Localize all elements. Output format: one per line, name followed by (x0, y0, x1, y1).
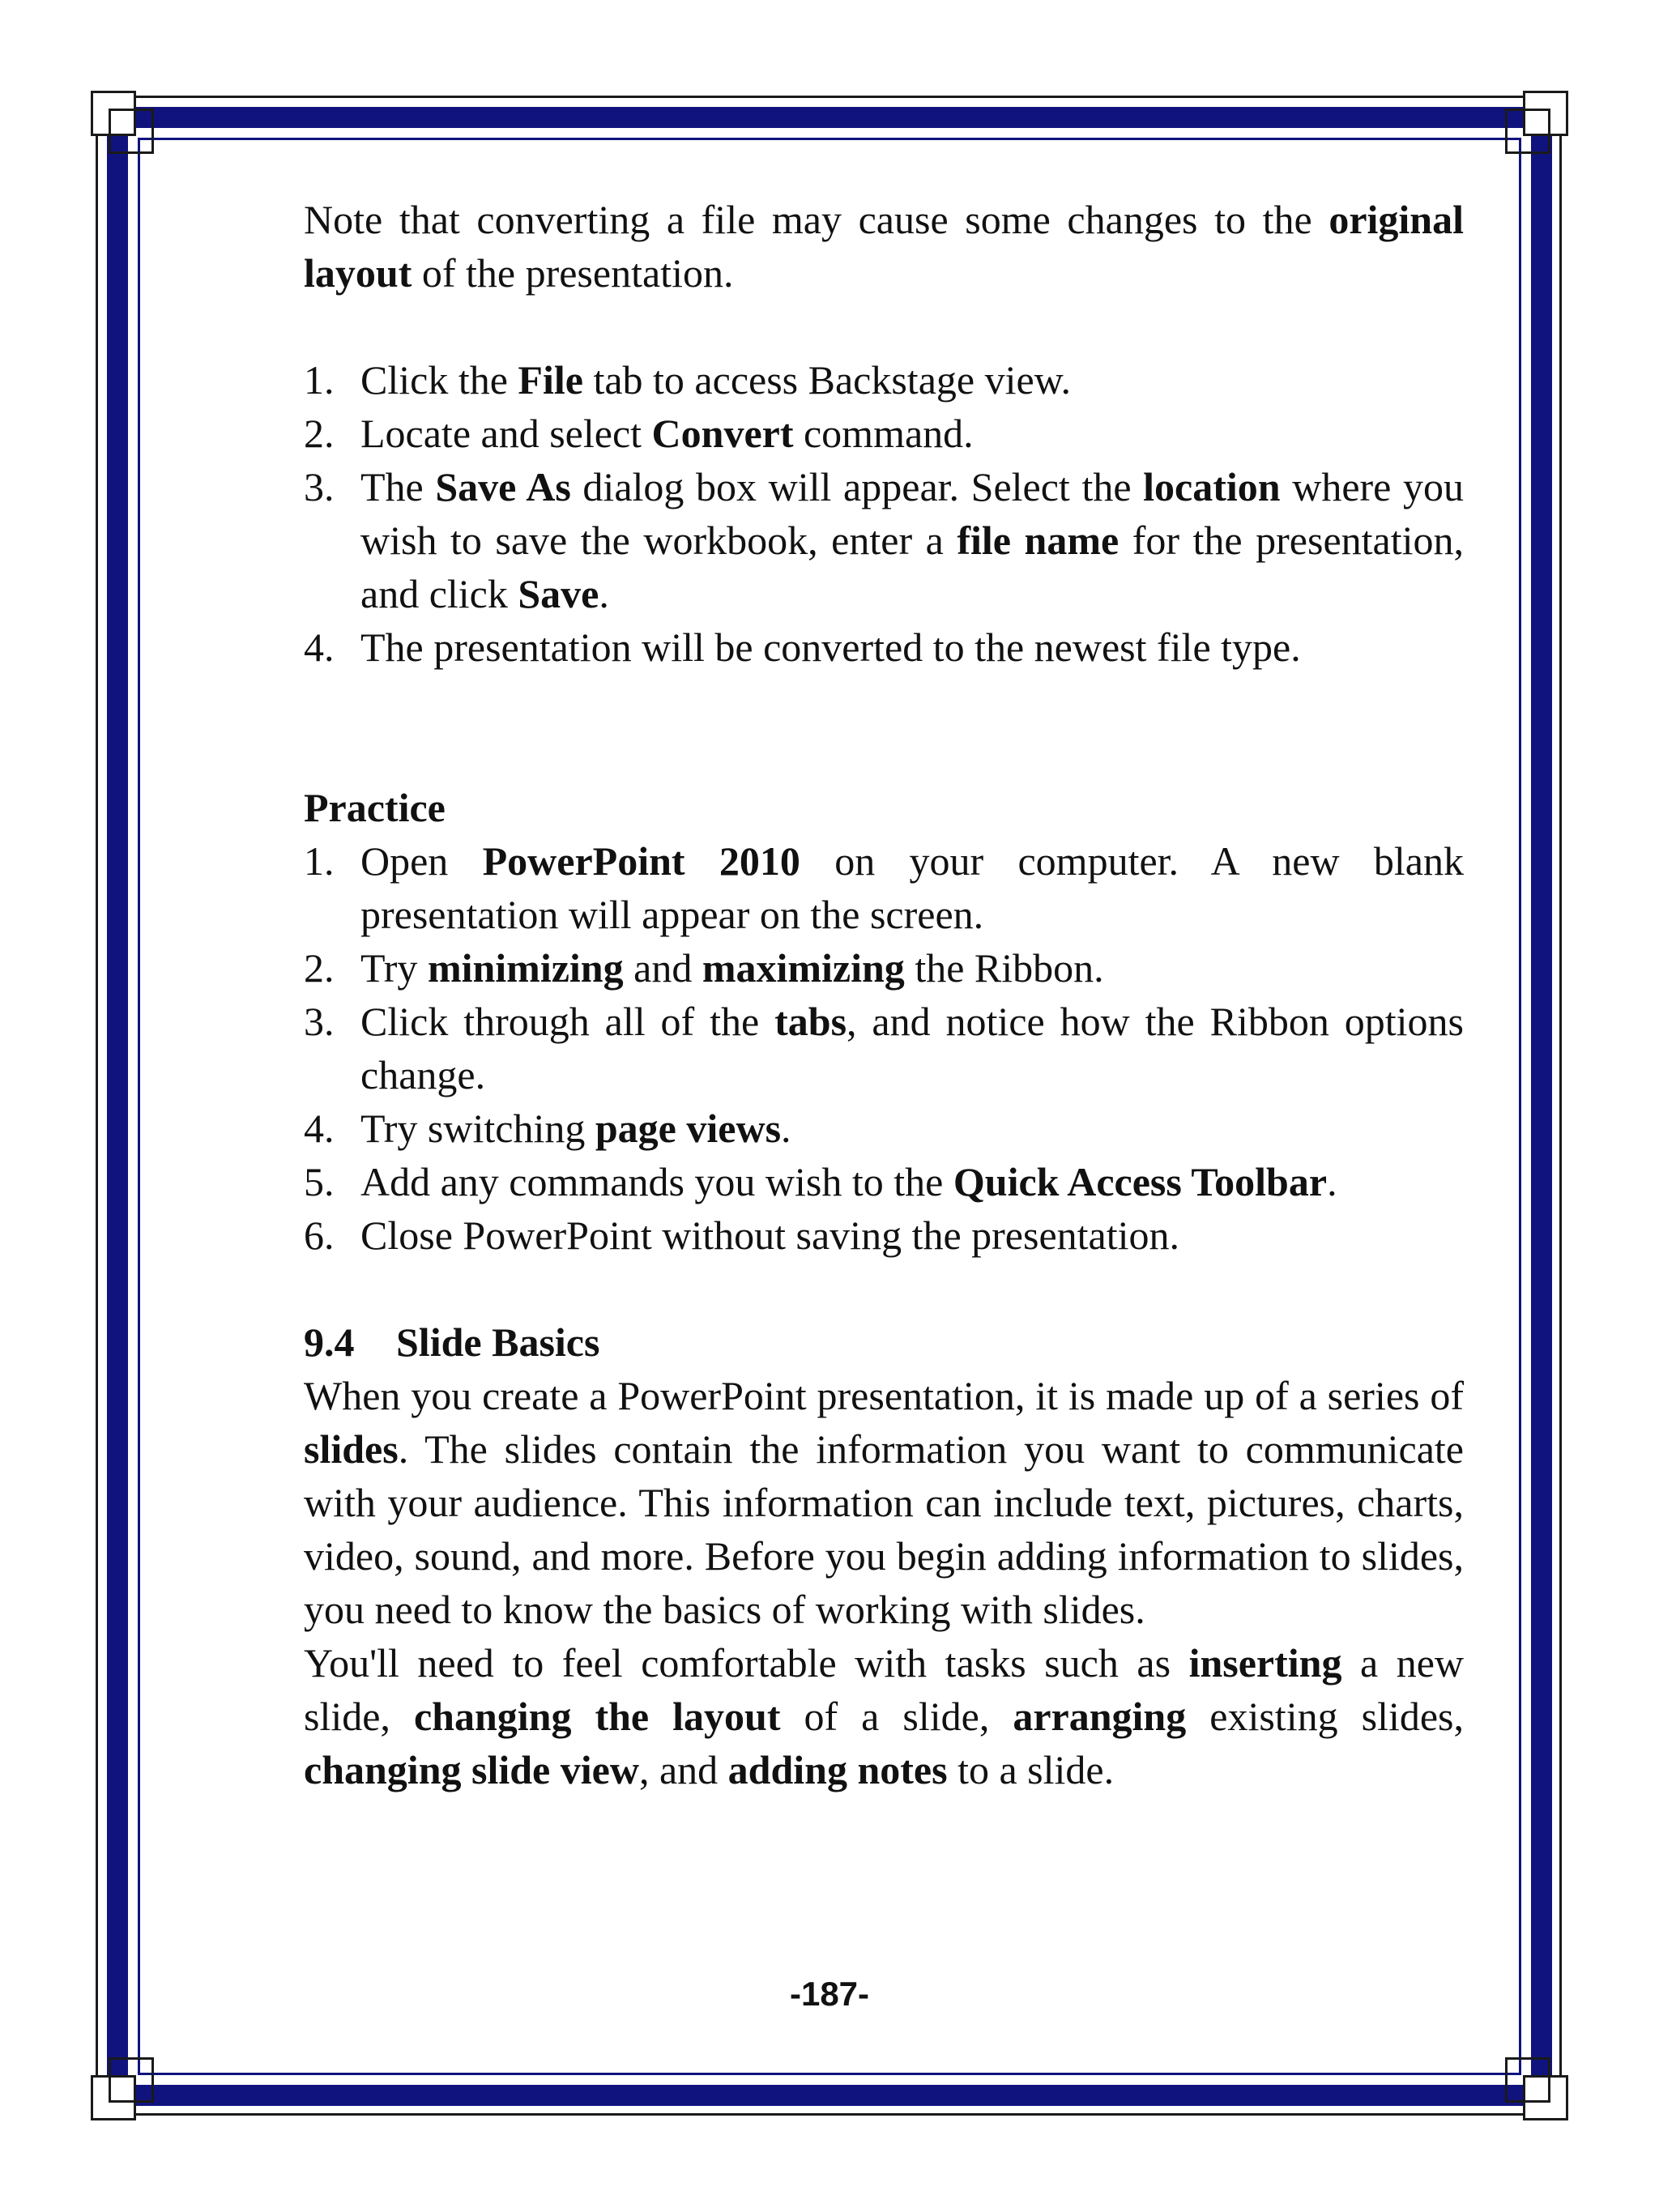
list-item-number: 1. (304, 838, 335, 884)
text-run: Try switching (360, 1106, 595, 1151)
text-run: . (599, 571, 609, 616)
text-run: . The slides contain the information you want to communicate with your audience. This information can include text, pictures, charts, video, sound, and more. Before you begin adding information to slides, you need to know the basics of working with slides. (304, 1426, 1464, 1632)
bold-term: changing the layout (413, 1694, 781, 1739)
border-corner-ornament-top-right (1505, 91, 1568, 154)
intro-paragraph (304, 193, 1464, 300)
text-run: . (781, 1106, 791, 1151)
text-run: to a slide. (947, 1747, 1115, 1792)
list-item (304, 1208, 1464, 1262)
practice-heading: Practice (304, 785, 446, 830)
bold-term: arranging (1013, 1694, 1187, 1739)
text-run: , and (638, 1747, 728, 1792)
text-run: a new slide, (304, 1640, 1465, 1739)
text-run: Close PowerPoint without saving the presentation. (360, 1213, 1180, 1258)
text-run: Click the (360, 357, 518, 403)
list-item-number: 2. (304, 945, 335, 991)
text-run: Note that converting a file may cause some changes to the (304, 197, 1329, 242)
border-corner-ornament-bottom-right (1505, 2057, 1568, 2120)
text-run: where you wish to save the workbook, enter a (360, 464, 1464, 563)
section-heading (304, 1315, 1464, 1369)
text-run: tab to access Backstage view. (582, 357, 1072, 403)
list-item-number: 2. (304, 411, 335, 456)
text-run: Try (360, 945, 428, 991)
bold-term: minimizing (427, 945, 624, 991)
text-run: of a slide, (780, 1694, 1013, 1739)
border-corner-ornament-top-left (91, 91, 154, 154)
bold-term: tabs (774, 999, 847, 1044)
bold-term: Convert (651, 411, 794, 456)
bold-term: File (518, 357, 583, 403)
list-item (304, 1155, 1464, 1208)
bold-term: inserting (1188, 1640, 1342, 1686)
section-title: Slide Basics (396, 1319, 600, 1365)
bold-term: Save (518, 571, 599, 616)
list-item (304, 995, 1464, 1102)
list-item-number: 4. (304, 1106, 335, 1151)
bold-term: changing slide view (304, 1747, 639, 1792)
bold-term: PowerPoint 2010 (482, 838, 800, 884)
text-run: Open (360, 838, 483, 884)
list-item (304, 407, 1464, 460)
convert-steps-list (304, 353, 1464, 674)
section-paragraph-2 (304, 1636, 1464, 1796)
list-item (304, 620, 1464, 674)
list-item-number: 5. (304, 1159, 335, 1204)
practice-steps-list (304, 834, 1464, 1262)
text-run: Click through all of the (360, 999, 775, 1044)
text-run: , and notice how the Ribbon options change. (360, 999, 1464, 1097)
text-run: and (623, 945, 702, 991)
text-run: on your computer. A new blank presentation will appear on the screen. (360, 838, 1464, 937)
text-run: You'll need to feel comfortable with tasks such as (304, 1640, 1189, 1686)
border-corner-ornament-bottom-left (91, 2057, 154, 2120)
list-item-number: 6. (304, 1213, 335, 1258)
bold-term: Save As (435, 464, 571, 509)
bold-term: location (1143, 464, 1281, 509)
bold-term: original layout (304, 197, 1464, 296)
text-run: The presentation will be converted to the newest file type. (360, 624, 1301, 670)
page-content (304, 193, 1464, 1796)
list-item (304, 834, 1464, 941)
bold-term: file name (957, 518, 1120, 563)
list-item-number: 1. (304, 357, 335, 403)
list-item (304, 1102, 1464, 1155)
page-number: -187- (789, 1975, 870, 2013)
text-run: Locate and select (360, 411, 652, 456)
text-run: command. (793, 411, 974, 456)
list-item (304, 353, 1464, 407)
text-run: of the presentation. (412, 250, 734, 296)
text-run: The (360, 464, 436, 509)
list-item (304, 941, 1464, 995)
bold-term: maximizing (702, 945, 905, 991)
list-item (304, 460, 1464, 620)
text-run: Add any commands you wish to the (360, 1159, 953, 1204)
text-run: for the presentation, and click (360, 518, 1465, 616)
text-run: existing slides, (1186, 1694, 1464, 1739)
text-run: dialog box will appear. Select the (570, 464, 1144, 509)
list-item-number: 3. (304, 999, 335, 1044)
section-number: 9.4 (304, 1319, 355, 1365)
section-paragraph-1 (304, 1369, 1464, 1636)
text-run: the Ribbon. (904, 945, 1104, 991)
list-item-number: 3. (304, 464, 335, 509)
bold-term: page views (595, 1106, 782, 1151)
bold-term: adding notes (727, 1747, 948, 1792)
text-run: . (1327, 1159, 1337, 1204)
list-item-number: 4. (304, 624, 335, 670)
bold-term: slides (304, 1426, 399, 1472)
text-run: When you create a PowerPoint presentation, it is made up of a series of (304, 1373, 1464, 1418)
bold-term: Quick Access Toolbar (953, 1159, 1328, 1204)
